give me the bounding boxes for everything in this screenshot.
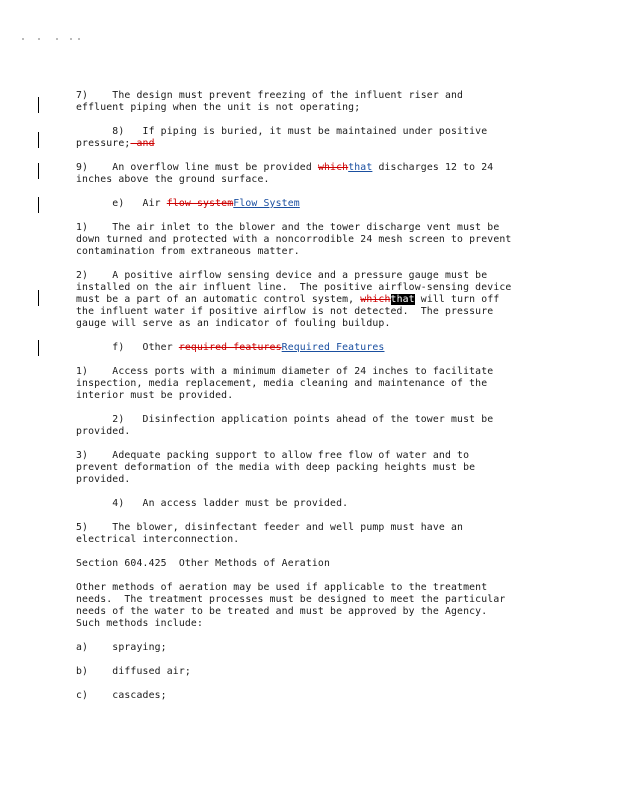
text-line (76, 162, 493, 174)
text-line: 7) The design must prevent freezing of the influent riser and (76, 90, 464, 101)
highlighted-insert: that (390, 294, 415, 305)
text-line: provided. (76, 426, 131, 437)
scan-speckle (20, 36, 100, 42)
section-heading (76, 342, 384, 354)
text-line: installed on the air influent line. The positive airflow-sensing device (76, 282, 512, 293)
text-run: discharges 12 to 24 (372, 162, 494, 173)
text-line: contamination from extraneous matter. (76, 246, 300, 257)
text-line: 2) A positive airflow sensing device and a pressure gauge must be (76, 270, 488, 281)
text-line (76, 138, 155, 150)
text-run: pressure; (76, 138, 131, 149)
text-line: 4) An access ladder must be provided. (76, 498, 349, 509)
list-item: c) cascades; (76, 690, 167, 701)
deleted-text: required features (178, 342, 282, 353)
text-line: 1) The air inlet to the blower and the tower discharge vent must be (76, 222, 500, 233)
section-title: Section 604.425 Other Methods of Aeration (76, 558, 331, 569)
text-line: down turned and protected with a noncorrodible 24 mesh screen to prevent (76, 234, 512, 245)
change-bar (38, 340, 39, 356)
text-run: e) Air (76, 198, 167, 209)
deleted-text: which (360, 294, 391, 305)
text-line: prevent deformation of the media with deep packing heights must be (76, 462, 476, 473)
change-bar (38, 163, 39, 179)
text-line: 1) Access ports with a minimum diameter of 24 inches to facilitate (76, 366, 494, 377)
text-line: needs. The treatment processes must be designed to meet the particular (76, 594, 506, 605)
change-bar (38, 197, 39, 213)
text-line: inspection, media replacement, media cleaning and maintenance of the (76, 378, 488, 389)
text-run: 9) An overflow line must be provided (76, 162, 318, 173)
text-line: interior must be provided. (76, 390, 234, 401)
text-line: Other methods of aeration may be used if applicable to the treatment (76, 582, 488, 593)
text-line: 8) If piping is buried, it must be maintained under positive (76, 126, 488, 137)
change-bar (38, 97, 39, 113)
deleted-text: which (317, 162, 349, 173)
inserted-text: that (348, 162, 373, 173)
inserted-text: Required Features (281, 342, 385, 353)
text-line: inches above the ground surface. (76, 174, 270, 185)
text-line: the influent water if positive airflow is not detected. The pressure (76, 306, 494, 317)
text-line: needs of the water to be treated and must be approved by the Agency. (76, 606, 488, 617)
text-line: effluent piping when the unit is not operating; (76, 102, 361, 113)
deleted-text: flow system (166, 198, 234, 209)
text-run: must be a part of an automatic control system, (76, 294, 361, 305)
text-line (76, 294, 499, 306)
text-line: 3) Adequate packing support to allow free flow of water and to (76, 450, 470, 461)
section-heading (76, 198, 300, 210)
text-line: 5) The blower, disinfectant feeder and well pump must have an (76, 522, 464, 533)
inserted-text: Flow System (233, 198, 300, 209)
text-run: f) Other (76, 342, 179, 353)
text-line: 2) Disinfection application points ahead of the tower must be (76, 414, 494, 425)
change-bar (38, 290, 39, 306)
text-line: gauge will serve as an indicator of fouling buildup. (76, 318, 391, 329)
list-item: b) diffused air; (76, 666, 191, 677)
text-line: Such methods include: (76, 618, 204, 629)
text-run: will turn off (414, 294, 500, 305)
change-bar (38, 132, 39, 148)
text-line: provided. (76, 474, 131, 485)
text-line: electrical interconnection. (76, 534, 240, 545)
deleted-text: and (130, 138, 155, 149)
list-item: a) spraying; (76, 642, 167, 653)
